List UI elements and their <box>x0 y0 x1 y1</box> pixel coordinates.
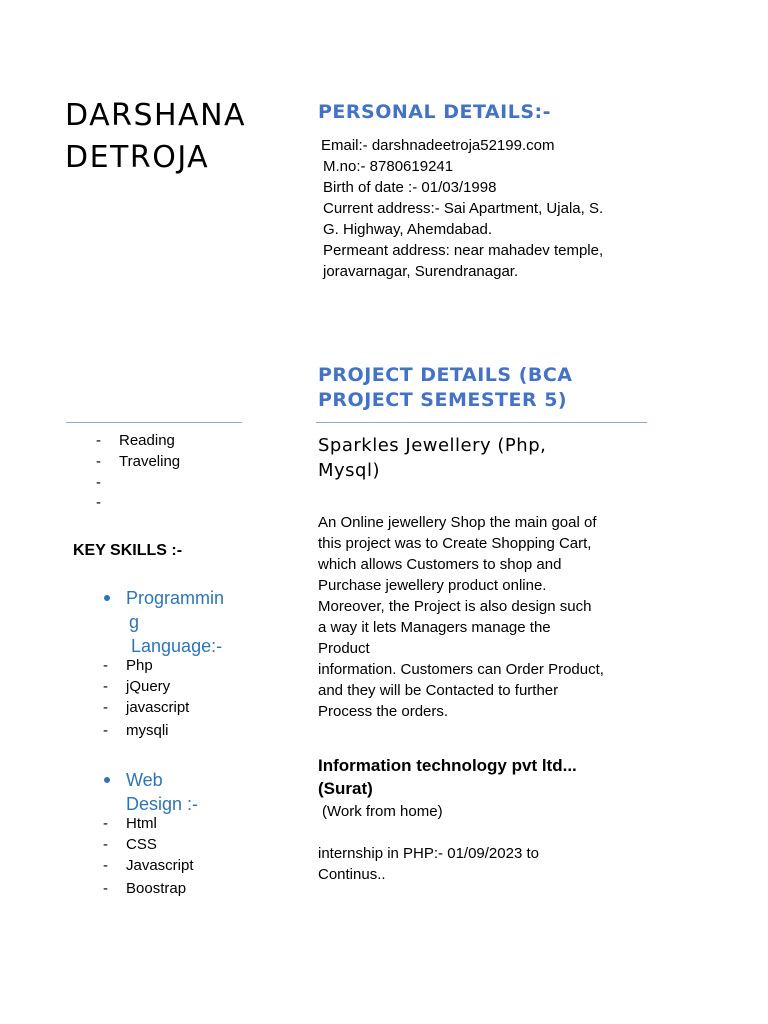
list-item: - Javascript <box>103 856 194 874</box>
first-name: DARSHANA <box>65 98 247 133</box>
list-item: - Boostrap <box>103 880 187 898</box>
left-divider <box>66 422 242 423</box>
mobile-line: M.no:- 8780619241 <box>323 158 454 175</box>
current-address-line: G. Highway, Ahemdabad. <box>323 221 492 238</box>
list-item: - Traveling <box>96 452 181 470</box>
list-item: - Html <box>103 815 157 832</box>
internship-details: internship in PHP:- 01/09/2023 to Continus.. <box>318 845 539 883</box>
web-design-heading: Web Design :- <box>126 770 199 814</box>
list-item: - CSS <box>103 835 157 853</box>
permanent-address-line: Permeant address: near mahadev temple, <box>323 242 604 259</box>
work-mode: (Work from home) <box>322 803 443 820</box>
key-skills-heading: KEY SKILLS :- <box>73 542 183 559</box>
project-description: An Online jewellery Shop the main goal of this project was to Create Shopping Cart, which allows Customers to shop and Purchase jewellery product online. Moreover, the Project is also design such a way it lets Managers manage the Product information. Customers can Order Product, and they will be Contacted to further Process the orders. <box>318 514 604 720</box>
programming-skills-list <box>103 656 253 742</box>
project-details-heading <box>318 363 573 413</box>
hobbies-list <box>96 431 246 514</box>
programming-heading: Programmin g Language:- <box>126 588 225 656</box>
list-item: - javascript <box>103 698 190 716</box>
name-block <box>65 95 246 179</box>
email-line: Email:- darshnadeetroja52199.com <box>321 137 555 154</box>
list-item: - Php <box>103 657 153 674</box>
list-item: - Reading <box>96 432 175 449</box>
project-title: Sparkles Jewellery (Php, Mysql) <box>318 435 547 481</box>
company-name: Information technology pvt ltd... (Surat) <box>318 756 577 798</box>
personal-details-heading: PERSONAL DETAILS:- <box>318 101 551 123</box>
bullet-icon <box>104 777 110 783</box>
bullet-icon <box>104 595 110 601</box>
current-address-line: Current address:- Sai Apartment, Ujala, S. <box>323 200 604 217</box>
web-skills-list <box>103 814 253 900</box>
last-name: DETROJA <box>65 140 210 175</box>
personal-details <box>321 135 603 282</box>
list-item: - <box>96 494 101 512</box>
project-heading-line: PROJECT DETAILS (BCA <box>318 364 573 386</box>
right-divider <box>316 422 647 423</box>
birth-date-line: Birth of date :- 01/03/1998 <box>323 179 497 196</box>
project-heading-line: PROJECT SEMESTER 5) <box>318 389 568 411</box>
permanent-address-line: joravarnagar, Surendranagar. <box>323 263 519 280</box>
list-item: - jQuery <box>103 677 171 695</box>
list-item: - mysqli <box>103 722 169 740</box>
list-item: - <box>96 473 101 491</box>
